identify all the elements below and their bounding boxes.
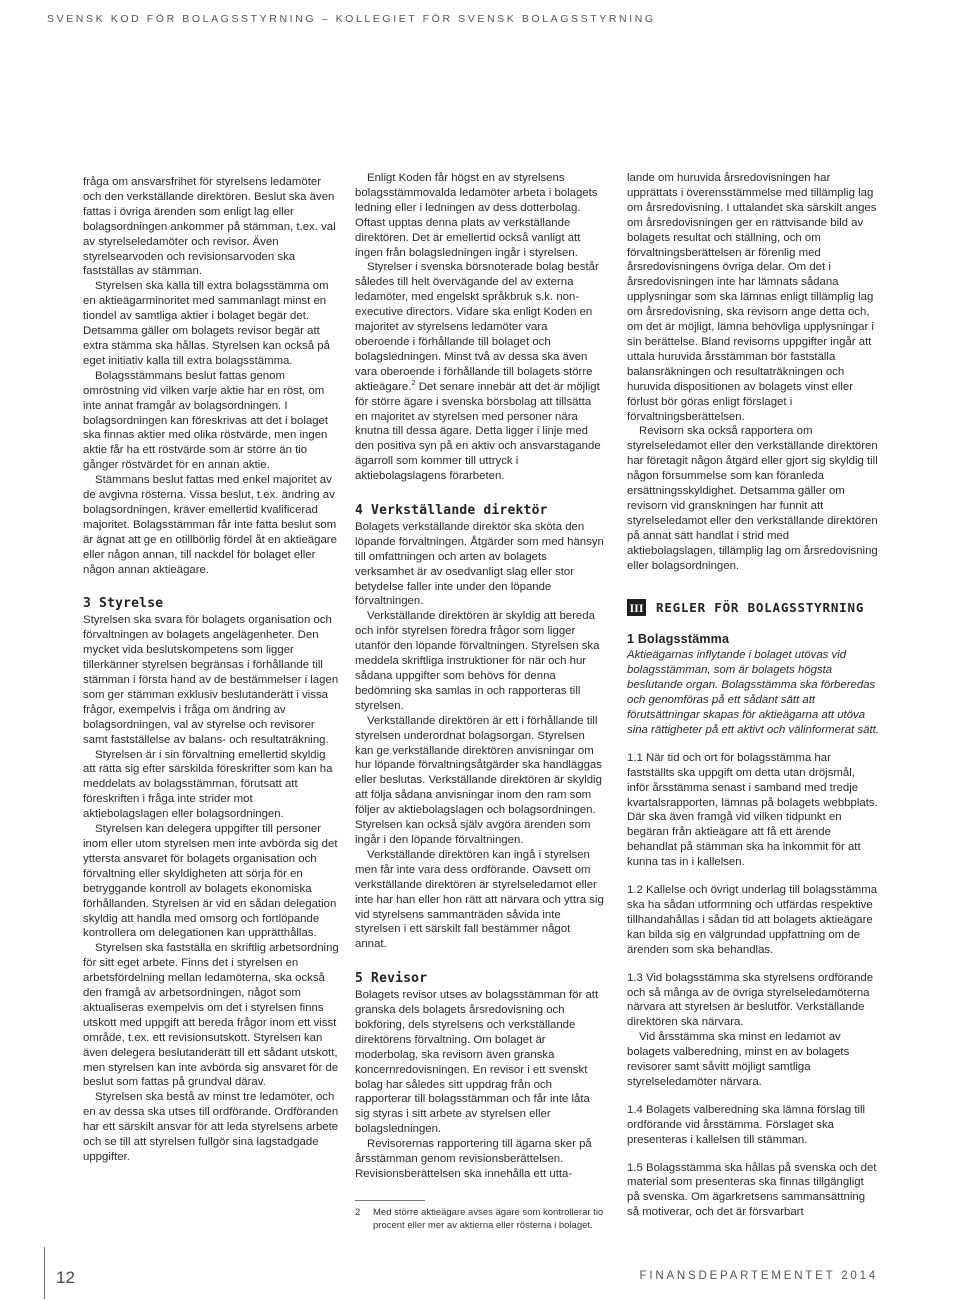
principle-text: Aktieägarnas inflytande i bolaget utövas vid bolagsstämman, som är bolagets högsta beslutande organ. Bolagsstämma ska förberedas och genomföras på ett sådant sätt att förutsättningar skapas för aktieägarna att utöva sina rättigheter på ett aktivt och välinformerat sätt. [627,649,879,736]
paragraph: fråga om ansvarsfrihet för styrelsens ledamöter och den verkställande direktören. Beslut ska även fattas i övriga ärenden som enligt lag eller bolagsordningen ankommer på stämman, t.ex. val av styrelseledamöter och revisor. Även styrelsearvoden och revisionsarvoden ska fastställas av stämman. [83,176,336,278]
page-number: 12 [56,1268,75,1287]
footnote [355,1206,605,1232]
paragraph: Revisorn ska också rapportera om styrelseledamot eller den verkställande direktören har företagit någon åtgärd eller gjort sig skyldig till någon försummelse som kan föranleda ersättningsskyldighet. Detsamma gäller om revisorn vid granskningen har funnit att styrelseledamot eller den verkställande direktören på annat sätt handlat i strid med aktiebolagslagen, tillämplig lag om årsredovisning eller bolagsordningen. [627,425,878,572]
paragraph: Styrelsen ska fastställa en skriftlig arbetsordning för sitt eget arbete. Finns det i styrelsen en arbetsfördelning mellan ledamöterna, ska också den framgå av arbetsordningen, något som aktualiseras exempelvis om det i styrelsen finns utskott med uppgift att bereda frågor inom ett visst område, t.ex. ett revisionsutskott. Styrelsen kan även delegera beslutanderätt till ett sådant utskott, men styrelsen kan inte avbörda sig ansvaret för de beslut som fattas på grundval därav. [83,942,339,1089]
footer-divider [44,1247,45,1299]
paragraph: Bolagsstämmans beslut fattas genom omröstning vid vilken varje aktie har en röst, om inte annat framgår av bolagsordningen. I bolagsordningen kan föreskrivas att det i bolaget ska finnas aktier med olika röstvärde, men ingen aktie får ha ett röstvärde som är större än tio gånger röstvärdet för en annan aktie. [83,369,329,472]
paragraph: Verkställande direktören kan ingå i styrelsen men får inte vara dess ordförande. Oavsett om verkställande direktören är styrelseledamot eller inte har han eller hon rätt att närvara och yttra sig vid styrelsens sammanträden såvida inte styrelsen i ett särskilt fall bestämmer något annat. [355,848,604,951]
rule-paragraph: Vid årsstämma ska minst en ledamot av bolagets valberedning, minst en av bolagets revisorer samt såvitt möjligt samtliga styrelseledamöter närvara. [627,1031,850,1088]
footnote-number: 2 [355,1206,361,1218]
section-heading: 4 Verkställande direktör [355,503,548,519]
paragraph: Styrelsen är i sin förvaltning emellertid skyldig att rätta sig efter särskilda föreskrifter som kan ha meddelats av bolagsstämman, förutsatt att föreskriften i fråga inte strider mot aktiebolagslagen eller bolagsordningen. [83,748,333,821]
paragraph: Styrelsen ska kalla till extra bolagsstämma om en aktieägarminoritet med sammanlagt minst en tiondel av samtliga aktier i bolaget begär det. Detsamma gäller om bolagets revisor begär att extra stämma ska hållas. Styrelsen kan också på eget initiativ kalla till extra bolagsstämma. [83,280,330,367]
column-left [83,175,339,1165]
rule-paragraph: 1.2 Kallelse och övrigt underlag till bolagsstämma ska ha sådan utformning och utfärdas respektive tillhandahållas i sådan tid att bolagets aktieägare kan bilda sig en välgrundad uppfattning om de ärenden som ska behandlas. [627,884,878,956]
paragraph: lande om huruvida årsredovisningen har upprättats i överensstämmelse med tillämplig lag om årsredovisning. I uttalandet ska särskilt anges om årsredovisningen ger en rättvisande bild av bolagets resultat och ställning, och om förvaltningsberättelsen är förenlig med årsredovisningens övriga delar. Om det i årsredovisningen inte har lämnats sådana upplysningar som ska lämnas enligt tillämplig lag om årsredovisning, ska revisorn ange detta och, om det är möjligt, lämna behövliga upplysningar i sin berättelse. Bland revisorns uppgifter ingår att uttala huruvida årsstämman bör fastställa balansräkningen och resultaträkningen och huruvida dispositionen av bolagets vinst eller förlust bör göras enligt förslaget i förvaltningsberättelsen. [627,172,877,423]
chapter-title: REGLER FÖR BOLAGSSTYRNING [656,599,865,615]
rule-paragraph: 1.1 När tid och ort för bolagsstämma har fastställts ska uppgift om detta utan dröjsmål, inför årsstämma senast i samband med tredje kvartalsrapporten, lämnas på bolagets webbplats. Där ska även framgå vid vilken tidpunkt en begäran från aktieägare att få ett ärende behandlat på stämman ska ha inkommit för att kunna tas in i kallelsen. [627,751,878,869]
chapter-heading [627,599,879,616]
paragraph: Styrelsen ska svara för bolagets organisation och förvaltningen av bolagets angelägenheter. Den mycket vida beslutskompetens som ligger tillerkänner styrelsen begränsas i förhållande till stämman i första hand av de bestämmelser i lagen som ger stämman exklusiv beslutanderätt i vissa frågor, exempelvis i fråga om ändring av bolagsordningen, val av styrelse och revisorer samt fastställelse av balans- och resultaträkning. [83,614,339,746]
paragraph: Styrelsen kan delegera uppgifter till personer inom eller utom styrelsen men inte avbörda sig det yttersta ansvaret för bolagets organisation och förvaltning eller skyldigheten att sörja för en betryggande kontroll av bolagets ekonomiska förhållanden. Styrelsen är vid en sådan delegation skyldig att handla med omsorg och fortlöpande kontrollera om delegationen kan upprätthållas. [83,823,338,940]
paragraph: Verkställande direktören är ett i förhållande till styrelsen underordnat bolagsorgan. Styrelsen kan ge verkställande direktören anvisningar om hur löpande förvaltningsåtgärder ska handläggas eller beslutas. Verkställande direktören är skyldig att följa sådana anvisningar inom den ram som följer av aktiebolagslagen och bolagsordningen. Styrelsen kan också själv avgöra ärenden som ingår i den löpande förvaltningen. [355,714,602,846]
paragraph: Styrelser i svenska börsnoterade bolag består således till helt övervägande del av externa ledamöter, med engelskt språkbruk s.k. non-executive directors. Vidare ska enligt Koden en majoritet av styrelsens ledamöter vara oberoende i förhållande till bolaget och bolagsledningen. Minst två av dessa ska även vara oberoende i förhållande till bolagets större aktieägare.$^2$ Det senare innebär att det är möjligt för större ägare i svenska börsbolag att tillsätta en majoritet av styrelsen med personer nära knutna till dessa ägare. Detta ligger i linje med den positiva syn på en aktiv och ansvarstagande ägarroll som kommer till uttryck i aktiebolagslagens förarbeten. [355,261,601,483]
section-heading: 3 Styrelse [83,596,164,612]
paragraph: Enligt Koden får högst en av styrelsens bolagsstämmovalda ledamöter arbeta i bolagets ledning eller i ledningen av dess dotterbolag. Oftast upptas denna plats av verkställande direktören. Det är emellertid också vanligt att ingen från bolagsledningen ingår i styrelsen. [355,172,598,259]
paragraph: Verkställande direktören är skyldig att bereda och inför styrelsen föredra frågor som ligger utanför den löpande förvaltningen. Styrelsen ska meddela skriftliga instruktioner för när och hur sådana uppgifter som behövs för denna bedömning ska samlas in och rapporteras till styrelsen. [355,610,600,712]
publisher-footer: FINANSDEPARTEMENTET 2014 [639,1270,878,1282]
rule-paragraph: 1.3 Vid bolagsstämma ska styrelsens ordförande och så många av de övriga styrelseledamöterna närvara att styrelsen är beslutför. Verkställande direktören ska närvara. [627,971,874,1029]
column-middle [355,171,605,1232]
paragraph: Stämmans beslut fattas med enkel majoritet av de avgivna rösterna. Vissa beslut, t.ex. ändring av bolagsordningen, kräver emellertid kvalificerad majoritet. Bolagsstämman får inte fatta beslut som är ägnat att ge en otillbörlig fördel åt en aktieägare eller någon annan, till nackdel för bolaget eller någon annan aktieägare. [83,474,337,576]
running-header: SVENSK KOD FÖR BOLAGSSTYRNING – KOLLEGIET FÖR SVENSK BOLAGSSTYRNING [47,13,656,25]
chapter-number-badge: III [627,599,646,616]
footnote-text: Med större aktieägare avses ägare som kontrollerar tio procent eller mer av aktierna eller rösterna i bolaget. [373,1206,604,1231]
section-heading: 5 Revisor [355,971,428,987]
footnote-reference: 2 [411,377,416,387]
rule-paragraph: 1.4 Bolagets valberedning ska lämna förslag till ordförande vid årsstämma. Förslaget ska presenteras i kallelsen till stämman. [627,1103,866,1146]
section-heading: 1 Bolagsstämma [627,632,730,647]
rule-paragraph: 1.5 Bolagsstämma ska hållas på svenska och det material som presenteras ska finnas tillgängligt på svenska. Om ägarkretsens sammansättning så motiverar, och det är försvarbart [627,1161,877,1219]
paragraph: Bolagets verkställande direktör ska sköta den löpande förvaltningen. Åtgärder som med hänsyn till omfattningen och arten av bolagets verksamhet är av osedvanligt slag eller stor betydelse faller inte under den löpande förvaltningen. [355,520,604,608]
paragraph: Revisorernas rapportering till ägarna sker på årsstämman genom revisionsberättelsen. Revisionsberättelsen ska innehålla ett utta- [355,1138,592,1180]
footnote-divider [355,1200,425,1201]
column-right [627,171,879,1220]
paragraph: Styrelsen ska bestå av minst tre ledamöter, och en av dessa ska utses till ordförande. Ordföranden har ett särskilt ansvar för att leda styrelsens arbete och se till att styrelsen fullgör sina lagstadgade uppgifter. [83,1091,339,1163]
paragraph: Bolagets revisor utses av bolagsstämman för att granska dels bolagets årsredovisning och bokföring, dels styrelsens och verkställande direktörens förvaltning. Om bolaget är moderbolag, ska revisorn även granska koncernredovisningen. En revisor i ett svenskt bolag har således sitt uppdrag från och rapporterar till bolagsstämman och får inte låta sig styras i sitt arbete av styrelsen eller bolagsledningen. [355,989,599,1136]
